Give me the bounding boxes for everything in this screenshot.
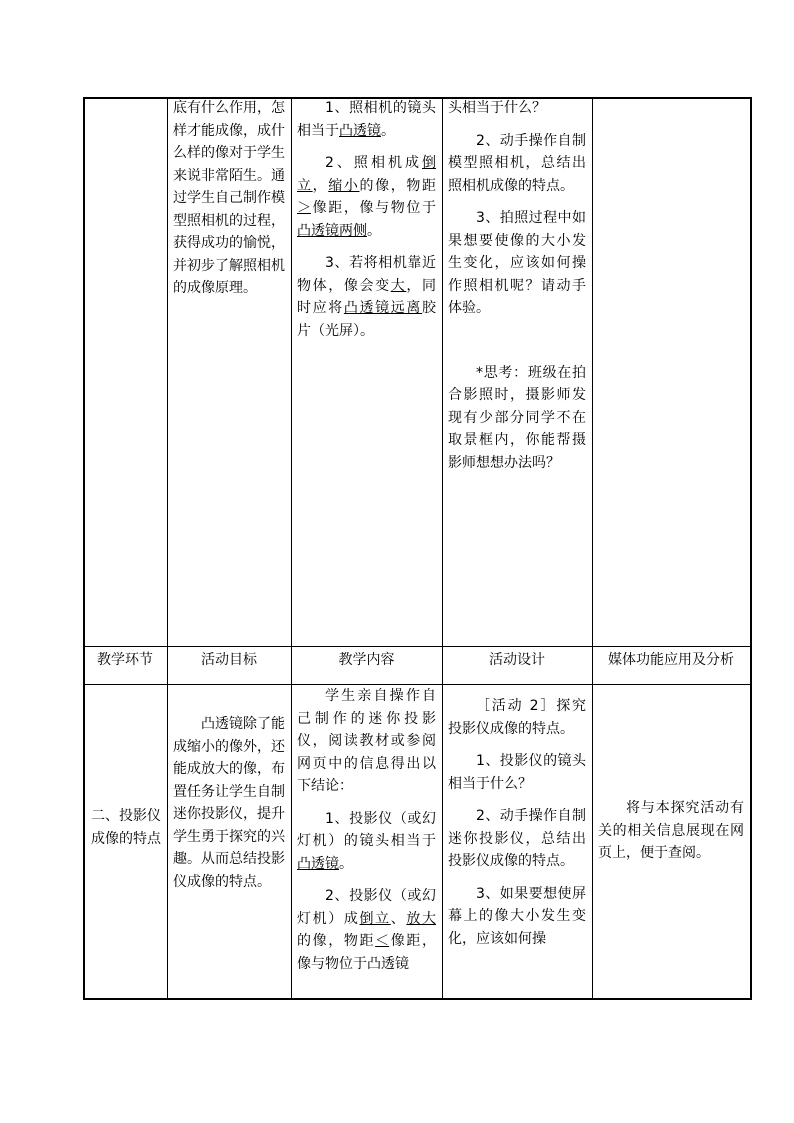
header-media: 媒体功能应用及分析: [608, 652, 734, 668]
row2-design-p0: ［活动 2］探究投影仪成像的特点。: [448, 698, 586, 737]
text-run: 2、投影仪（或幻灯机）成: [297, 888, 436, 927]
row1-design-cell: [448, 97, 586, 474]
row1-content-p1: [297, 97, 436, 142]
row2-stage-text: 二、投影仪成像的特点: [91, 808, 161, 847]
row1-content-p2: [297, 152, 436, 242]
row1-design-p4: *思考：班级在拍合影照时，摄影师发现有少部分同学不在取景框内，你能帮摄影师想想办法吗？: [448, 364, 586, 471]
text-run: 的像，物距: [359, 177, 436, 194]
underlined-answer: 倒立: [359, 910, 391, 927]
underlined-answer: 放大: [406, 910, 436, 927]
row2-goal-cell: [173, 713, 285, 893]
header-content: 教学内容: [338, 652, 395, 668]
table-border-bottom: [83, 998, 752, 1000]
row2-content-cell: [297, 685, 436, 975]
row2-goal-text: 凸透镜除了能成缩小的像外，还能成放大的像，布置任务让学生自制迷你投影仪，提升学生勇于探究的兴趣。从而总结投影仪成像的特点。: [173, 716, 285, 890]
text-run: 。: [367, 222, 381, 239]
underlined-answer: 凸透镜远离: [343, 300, 422, 316]
text-run: 。: [339, 855, 353, 872]
underlined-answer: 凸透镜两侧: [297, 222, 367, 239]
row1-content-p3: [297, 252, 436, 342]
row2-media-cell: [598, 797, 744, 865]
row2-content-p2: [297, 885, 436, 975]
underlined-answer: 缩小: [328, 177, 360, 194]
text-run: ，: [312, 177, 329, 194]
column-divider: [592, 97, 593, 1000]
header-goal: 活动目标: [201, 652, 257, 668]
text-run: 胶片（光屏）。: [297, 300, 436, 339]
row1-goal-cell: [173, 97, 285, 300]
underlined-answer: 凸透镜: [297, 855, 339, 872]
text-run: 像距，像与物位于: [311, 200, 436, 216]
column-divider: [167, 97, 168, 1000]
underlined-answer: ＜: [375, 933, 390, 949]
row1-design-p1: 头相当于什么？: [448, 100, 546, 116]
row2-stage-cell: [91, 805, 161, 850]
header-design: 活动设计: [489, 652, 545, 668]
underlined-answer: 凸透镜: [339, 122, 381, 139]
row2-design-cell: [448, 695, 586, 950]
row2-design-p1: 1、投影仪的镜头相当于什么？: [448, 753, 586, 792]
row2-design-p3: 3、如果要想使屏幕上的像大小发生变化，应该如何操: [448, 885, 586, 947]
row2-media-text: 将与本探究活动有关的相关信息展现在网页上，便于查阅。: [598, 800, 744, 861]
text-run: 的像，物距: [297, 933, 376, 949]
row2-content-p0: 学生亲自操作自己制作的迷你投影仪，阅读教材或参阅网页中的信息得出以下结论：: [297, 688, 436, 794]
lesson-plan-table: [83, 97, 752, 1000]
text-run: 1、照相机的镜头相当于: [297, 100, 436, 139]
row1-content-cell: [297, 97, 436, 342]
text-run: 2、照相机成: [325, 155, 422, 171]
row-divider: [83, 646, 752, 647]
underlined-answer: ＞: [297, 200, 311, 216]
table-border-left: [83, 97, 85, 1000]
row1-design-p2: 2、动手操作自制模型照相机，总结出照相机成像的特点。: [448, 132, 586, 194]
row2-design-p2: 2、动手操作自制迷你投影仪，总结出投影仪成像的特点。: [448, 808, 586, 869]
column-divider: [291, 97, 292, 1000]
text-run: 3、若将相机靠近物体，像会变: [297, 255, 436, 294]
text-run: 、: [390, 910, 407, 927]
table-border-right: [750, 97, 752, 1000]
column-divider: [442, 97, 443, 1000]
text-run: 。: [381, 122, 395, 139]
underlined-answer: 大: [390, 277, 407, 294]
text-run: ，同时应将: [297, 277, 436, 316]
row1-goal-text: 底有什么作用，怎样才能成像，成什么样的像对于学生来说非常陌生。通过学生自己制作模型照相机的过程，获得成功的愉悦，并初步了解照相机的成像原理。: [173, 100, 285, 296]
underlined-answer: 倒立: [297, 155, 436, 194]
row2-content-p1: [297, 808, 436, 876]
text-run: 1、投影仪（或幻灯机）的镜头相当于: [297, 810, 436, 849]
header-stage: 教学环节: [97, 652, 153, 668]
row1-design-p3: 3、拍照过程中如果想要使像的大小发生变化，应该如何操作照相机呢？请动手体验。: [448, 210, 586, 316]
text-run: 像距，像与物位于凸透镜: [297, 933, 436, 972]
